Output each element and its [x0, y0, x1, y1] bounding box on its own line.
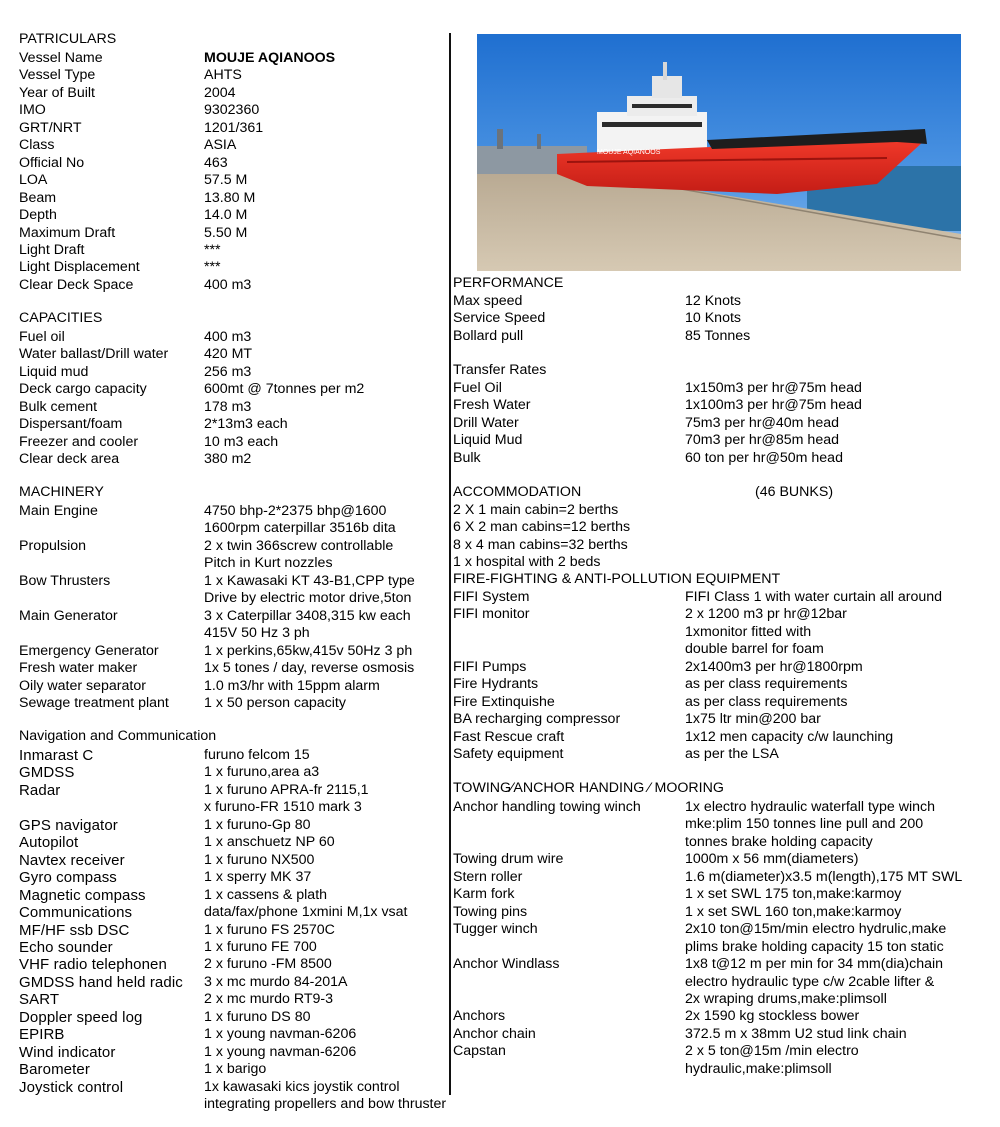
navigation-value: 1 x furuno NX500 — [204, 852, 315, 868]
transfer-value: 75m3 per hr@40m head — [685, 415, 839, 431]
navigation-label: SART — [19, 991, 60, 1008]
particulars-value: *** — [204, 242, 221, 258]
accommodation-row: 1 x hospital with 2 beds — [453, 554, 601, 570]
firefighting-value: 1x12 men capacity c/w launching — [685, 729, 894, 745]
capacities-value: 256 m3 — [204, 364, 252, 380]
machinery-value: 1.0 m3/hr with 15ppm alarm — [204, 678, 380, 694]
navigation-label: MF/HF ssb DSC — [19, 922, 130, 939]
towing-label: Capstan — [453, 1043, 506, 1059]
accommodation-row: 8 x 4 man cabins=32 berths — [453, 537, 628, 553]
machinery-value: 2 x twin 366screw controllable — [204, 538, 394, 554]
navigation-value: 1 x furuno,area a3 — [204, 764, 320, 780]
vessel-photo-image — [477, 34, 961, 271]
navigation-label: Inmarast C — [19, 747, 94, 764]
firefighting-label: Fast Rescue craft — [453, 729, 565, 745]
firefighting-label: Safety equipment — [453, 746, 564, 762]
firefighting-title: FIRE-FIGHTING & ANTI-POLLUTION EQUIPMENT — [453, 571, 781, 587]
firefighting-value: as per class requirements — [685, 676, 848, 692]
navigation-value: 1 x furuno DS 80 — [204, 1009, 311, 1025]
capacities-value: 400 m3 — [204, 329, 252, 345]
firefighting-value: FIFI Class 1 with water curtain all around — [685, 589, 943, 605]
towing-value: 2x wraping drums,make:plimsoll — [685, 991, 887, 1007]
capacities-label: Fuel oil — [19, 329, 65, 345]
navigation-value: integrating propellers and bow thruster — [204, 1096, 447, 1112]
particulars-value: 1201/361 — [204, 120, 264, 136]
navigation-label: Joystick control — [19, 1079, 124, 1096]
machinery-value: Pitch in Kurt nozzles — [204, 555, 333, 571]
performance-value: 10 Knots — [685, 310, 742, 326]
particulars-value: 9302360 — [204, 102, 260, 118]
machinery-value: 1 x 50 person capacity — [204, 695, 346, 711]
particulars-label: GRT/NRT — [19, 120, 82, 136]
navigation-value: 2 x mc murdo RT9-3 — [204, 991, 334, 1007]
navigation-label: EPIRB — [19, 1026, 65, 1043]
firefighting-label: Fire Hydrants — [453, 676, 539, 692]
firefighting-value: 1x75 ltr min@200 bar — [685, 711, 821, 727]
transfer-value: 60 ton per hr@50m head — [685, 450, 843, 466]
column-divider — [449, 33, 451, 1095]
particulars-label: Maximum Draft — [19, 225, 116, 241]
capacities-label: Water ballast/Drill water — [19, 346, 169, 362]
capacities-value: 380 m2 — [204, 451, 252, 467]
particulars-value: 57.5 M — [204, 172, 248, 188]
towing-value: 1.6 m(diameter)x3.5 m(length),175 MT SWL — [685, 869, 963, 885]
towing-value: plims brake holding capacity 15 ton static — [685, 939, 944, 955]
particulars-label: IMO — [19, 102, 46, 118]
firefighting-label: FIFI monitor — [453, 606, 530, 622]
navigation-label: Wind indicator — [19, 1044, 116, 1061]
firefighting-label: Fire Extinquishe — [453, 694, 555, 710]
towing-value: 1 x set SWL 175 ton,make:karmoy — [685, 886, 902, 902]
machinery-label: Fresh water maker — [19, 660, 138, 676]
navigation-label: Doppler speed log — [19, 1009, 143, 1026]
capacities-label: Freezer and cooler — [19, 434, 139, 450]
capacities-value: 420 MT — [204, 346, 253, 362]
capacities-value: 600mt @ 7tonnes per m2 — [204, 381, 365, 397]
transfer-label: Fuel Oil — [453, 380, 502, 396]
navigation-value: x furuno-FR 1510 mark 3 — [204, 799, 362, 815]
performance-title: PERFORMANCE — [453, 275, 564, 291]
navigation-value: 1 x cassens & plath — [204, 887, 328, 903]
particulars-label: Vessel Name — [19, 50, 103, 66]
towing-value: 2 x 5 ton@15m /min electro — [685, 1043, 859, 1059]
towing-value: 2x10 ton@15m/min electro hydrulic,make — [685, 921, 947, 937]
navigation-value: data/fax/phone 1xmini M,1x vsat — [204, 904, 408, 920]
capacities-value: 2*13m3 each — [204, 416, 288, 432]
transfer-label: Liquid Mud — [453, 432, 523, 448]
machinery-label: Oily water separator — [19, 678, 146, 694]
firefighting-label: BA recharging compressor — [453, 711, 621, 727]
vessel-photo — [477, 34, 961, 271]
navigation-value: furuno felcom 15 — [204, 747, 310, 763]
particulars-label: Beam — [19, 190, 57, 206]
transfer-label: Drill Water — [453, 415, 519, 431]
machinery-title: MACHINERY — [19, 484, 104, 500]
navigation-value: 3 x mc murdo 84-201A — [204, 974, 348, 990]
navigation-label: Magnetic compass — [19, 887, 146, 904]
navigation-label: Barometer — [19, 1061, 90, 1078]
machinery-label: Main Engine — [19, 503, 98, 519]
particulars-value: MOUJE AQIANOOS — [204, 50, 336, 66]
vessel-hull-name: MOUJE AQIANOOS — [597, 149, 661, 156]
transfer-value: 70m3 per hr@85m head — [685, 432, 839, 448]
machinery-label: Main Generator — [19, 608, 118, 624]
firefighting-value: 2 x 1200 m3 pr hr@12bar — [685, 606, 847, 622]
capacities-label: Liquid mud — [19, 364, 89, 380]
navigation-label: GMDSS hand held radic — [19, 974, 183, 991]
firefighting-value: double barrel for foam — [685, 641, 824, 657]
accommodation-bunks: (46 BUNKS) — [755, 484, 834, 500]
machinery-label: Propulsion — [19, 538, 87, 554]
accommodation-title: ACCOMMODATION — [453, 484, 582, 500]
performance-label: Service Speed — [453, 310, 546, 326]
particulars-value: 463 — [204, 155, 228, 171]
capacities-title: CAPACITIES — [19, 310, 103, 326]
towing-value: 1x electro hydraulic waterfall type winch — [685, 799, 935, 815]
towing-label: Towing pins — [453, 904, 528, 920]
capacities-label: Bulk cement — [19, 399, 98, 415]
towing-label: Anchors — [453, 1008, 506, 1024]
navigation-value: 1 x young navman-6206 — [204, 1044, 357, 1060]
accommodation-row: 6 X 2 man cabins=12 berths — [453, 519, 631, 535]
particulars-label: Light Displacement — [19, 259, 140, 275]
navigation-label: GPS navigator — [19, 817, 118, 834]
navigation-value: 1 x anschuetz NP 60 — [204, 834, 335, 850]
particulars-value: 5.50 M — [204, 225, 248, 241]
machinery-value: Drive by electric motor drive,5ton — [204, 590, 412, 606]
capacities-label: Dispersant/foam — [19, 416, 123, 432]
towing-title: TOWING⁄ANCHOR HANDING ⁄ MOORING — [453, 780, 724, 796]
performance-value: 85 Tonnes — [685, 328, 751, 344]
navigation-value: 1 x sperry MK 37 — [204, 869, 312, 885]
towing-value: 372.5 m x 38mm U2 stud link chain — [685, 1026, 907, 1042]
particulars-label: Year of Built — [19, 85, 95, 101]
towing-value: hydraulic,make:plimsoll — [685, 1061, 832, 1077]
navigation-label: GMDSS — [19, 764, 75, 781]
towing-label: Stern roller — [453, 869, 523, 885]
firefighting-value: 1xmonitor fitted with — [685, 624, 812, 640]
firefighting-label: FIFI System — [453, 589, 530, 605]
performance-label: Bollard pull — [453, 328, 524, 344]
capacities-label: Clear deck area — [19, 451, 120, 467]
particulars-label: Light Draft — [19, 242, 85, 258]
navigation-value: 1 x young navman-6206 — [204, 1026, 357, 1042]
transfer-rates-title: Transfer Rates — [453, 362, 547, 378]
towing-value: 1 x set SWL 160 ton,make:karmoy — [685, 904, 902, 920]
accommodation-row: 2 X 1 main cabin=2 berths — [453, 502, 619, 518]
machinery-value: 1600rpm caterpillar 3516b dita — [204, 520, 396, 536]
capacities-value: 10 m3 each — [204, 434, 279, 450]
particulars-label: Class — [19, 137, 55, 153]
navigation-title: Navigation and Communication — [19, 728, 217, 744]
particulars-label: Depth — [19, 207, 57, 223]
particulars-value: 14.0 M — [204, 207, 248, 223]
particulars-label: LOA — [19, 172, 48, 188]
particulars-value: ASIA — [204, 137, 237, 153]
capacities-value: 178 m3 — [204, 399, 252, 415]
performance-value: 12 Knots — [685, 293, 742, 309]
navigation-label: Autopilot — [19, 834, 79, 851]
transfer-value: 1x100m3 per hr@75m head — [685, 397, 862, 413]
performance-label: Max speed — [453, 293, 523, 309]
towing-label: Towing drum wire — [453, 851, 564, 867]
towing-value: 2x 1590 kg stockless bower — [685, 1008, 860, 1024]
navigation-label: Radar — [19, 782, 61, 799]
machinery-value: 4750 bhp-2*2375 bhp@1600 — [204, 503, 387, 519]
machinery-value: 1 x Kawasaki KT 43-B1,CPP type — [204, 573, 415, 589]
transfer-value: 1x150m3 per hr@75m head — [685, 380, 862, 396]
machinery-value: 3 x Caterpillar 3408,315 kw each — [204, 608, 411, 624]
navigation-value: 1x kawasaki kics joystik control — [204, 1079, 400, 1095]
machinery-value: 415V 50 Hz 3 ph — [204, 625, 310, 641]
particulars-label: Clear Deck Space — [19, 277, 134, 293]
transfer-label: Fresh Water — [453, 397, 531, 413]
machinery-label: Emergency Generator — [19, 643, 159, 659]
machinery-label: Sewage treatment plant — [19, 695, 169, 711]
towing-value: 1x8 t@12 m per min for 34 mm(dia)chain — [685, 956, 944, 972]
navigation-label: Communications — [19, 904, 133, 921]
particulars-value: *** — [204, 259, 221, 275]
machinery-value: 1 x perkins,65kw,415v 50Hz 3 ph — [204, 643, 413, 659]
navigation-value: 1 x barigo — [204, 1061, 267, 1077]
towing-value: tonnes brake holding capacity — [685, 834, 873, 850]
towing-label: Anchor handling towing winch — [453, 799, 641, 815]
firefighting-label: FIFI Pumps — [453, 659, 527, 675]
particulars-title: PATRICULARS — [19, 31, 117, 47]
navigation-label: Navtex receiver — [19, 852, 125, 869]
firefighting-value: as per the LSA — [685, 746, 779, 762]
firefighting-value: as per class requirements — [685, 694, 848, 710]
towing-label: Anchor chain — [453, 1026, 536, 1042]
navigation-value: 1 x furuno FE 700 — [204, 939, 317, 955]
particulars-value: 400 m3 — [204, 277, 252, 293]
navigation-value: 1 x furuno APRA-fr 2115,1 — [204, 782, 369, 798]
navigation-value: 1 x furuno FS 2570C — [204, 922, 335, 938]
navigation-label: Echo sounder — [19, 939, 113, 956]
towing-value: electro hydraulic type c/w 2cable lifter & — [685, 974, 935, 990]
particulars-label: Vessel Type — [19, 67, 96, 83]
transfer-label: Bulk — [453, 450, 481, 466]
machinery-label: Bow Thrusters — [19, 573, 111, 589]
particulars-value: AHTS — [204, 67, 242, 83]
towing-label: Karm fork — [453, 886, 515, 902]
navigation-label: Gyro compass — [19, 869, 117, 886]
firefighting-value: 2x1400m3 per hr@1800rpm — [685, 659, 863, 675]
capacities-label: Deck cargo capacity — [19, 381, 147, 397]
particulars-label: Official No — [19, 155, 85, 171]
navigation-value: 1 x furuno-Gp 80 — [204, 817, 311, 833]
particulars-value: 2004 — [204, 85, 236, 101]
towing-value: mke:plim 150 tonnes line pull and 200 — [685, 816, 924, 832]
navigation-value: 2 x furuno -FM 8500 — [204, 956, 332, 972]
towing-label: Tugger winch — [453, 921, 538, 937]
particulars-value: 13.80 M — [204, 190, 256, 206]
towing-label: Anchor Windlass — [453, 956, 560, 972]
navigation-label: VHF radio telephonen — [19, 956, 167, 973]
machinery-value: 1x 5 tones / day, reverse osmosis — [204, 660, 415, 676]
towing-value: 1000m x 56 mm(diameters) — [685, 851, 859, 867]
